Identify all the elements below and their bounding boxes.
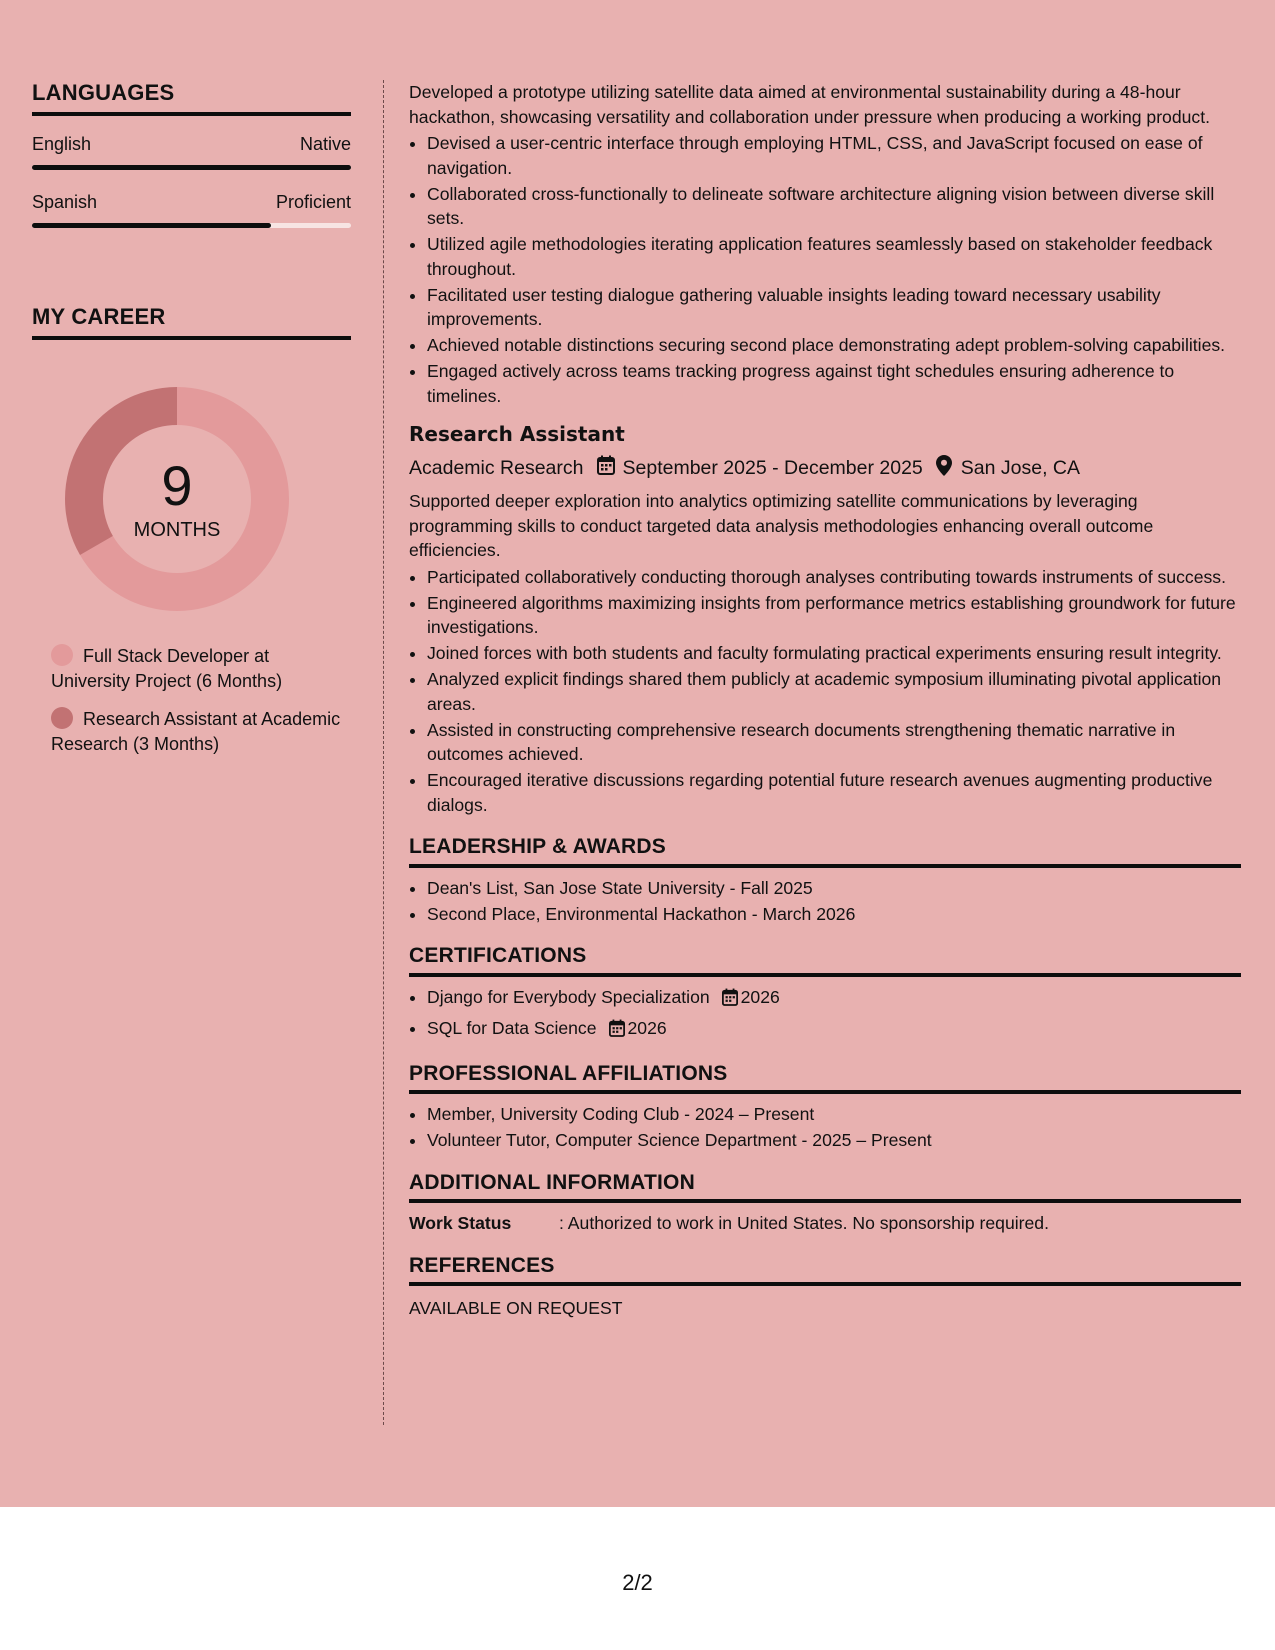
job-summary: Developed a prototype utilizing satellite data aimed at environmental sustainability during a 48-hour hackathon, showcasing versatility and collaboration under pressure when producing a working product. (409, 82, 1210, 127)
references-text: AVAILABLE ON REQUEST (409, 1298, 623, 1318)
job-bullet-list (409, 131, 1241, 408)
references-section (409, 1254, 1241, 1321)
list-item: • Facilitated user testing dialogue gathering valuable insights leading toward necessary usability improvements. (427, 283, 1241, 332)
calendar-icon (722, 988, 738, 1013)
legend-dot (51, 644, 73, 666)
career-donut-chart (62, 384, 292, 614)
list-item: • Devised a user-centric interface through employing HTML, CSS, and JavaScript focused on ease of navigation. (427, 131, 1241, 180)
job-location: San Jose, CA (960, 457, 1080, 479)
certifications-section (409, 944, 1241, 1044)
job-company: Academic Research (409, 457, 584, 479)
calendar-icon (609, 1019, 625, 1044)
list-item: • Engaged actively across teams tracking progress against tight schedules ensuring adherence to timelines. (427, 359, 1241, 408)
work-status-value: : Authorized to work in United States. No sponsorship required. (559, 1213, 1049, 1233)
job-bullet-list (409, 565, 1241, 818)
language-name: Spanish (32, 192, 98, 212)
additional-info-title: ADDITIONAL INFORMATION (409, 1171, 1241, 1204)
legend-label: Full Stack Developer at University Project (6 Months) (51, 646, 283, 691)
legend-dot (51, 707, 73, 729)
right-column (409, 80, 1241, 1321)
list-item (427, 985, 1241, 1013)
certification-year: 2026 (627, 1018, 667, 1038)
language-item (32, 192, 351, 228)
left-column (32, 80, 351, 770)
certification-year: 2026 (740, 986, 780, 1007)
calendar-icon (597, 455, 615, 482)
list-item: • Participated collaboratively conducting thorough analyses contributing towards instruments of success. (427, 565, 1241, 590)
language-level: Native (299, 134, 351, 154)
job-summary: Supported deeper exploration into analytics optimizing satellite communications by leveraging programming skills to conduct targeted data analysis methodologies enhancing overall outcome efficiencies. (409, 491, 1154, 560)
list-item: • Engineered algorithms maximizing insights from performance metrics establishing groundwork for future investigations. (427, 591, 1241, 640)
career-title: MY CAREER (32, 304, 351, 340)
references-title: REFERENCES (409, 1254, 1241, 1287)
languages-title: LANGUAGES (32, 80, 351, 116)
list-item: • Second Place, Environmental Hackathon - March 2026 (427, 902, 1241, 927)
additional-info-section (409, 1171, 1241, 1236)
list-item: • Utilized agile methodologies iterating application features seamlessly based on stakeholder feedback throughout. (427, 232, 1241, 281)
language-proficiency-fill (32, 165, 351, 170)
list-item (427, 1016, 1241, 1044)
list-item: • Member, University Coding Club - 2024 – Present (427, 1102, 1241, 1127)
awards-title: LEADERSHIP & AWARDS (409, 835, 1241, 868)
certification-name: Django for Everybody Specialization (427, 986, 710, 1007)
work-status-label: Work Status (409, 1213, 512, 1233)
list-item: • Achieved notable distinctions securing second place demonstrating adept problem-solving capabilities. (427, 333, 1241, 358)
legend-label: Research Assistant at Academic Research (3 Months) (51, 709, 341, 754)
certification-name: SQL for Data Science (427, 1018, 597, 1038)
awards-section (409, 835, 1241, 926)
job-dates: September 2025 - December 2025 (622, 457, 923, 479)
affiliations-section (409, 1062, 1241, 1153)
language-proficiency-fill (32, 223, 271, 228)
job-title: Research Assistant (409, 422, 625, 446)
page-number: 2/2 (622, 1570, 653, 1595)
list-item: • Encouraged iterative discussions regarding potential future research avenues augmenting productive dialogs. (427, 768, 1241, 817)
language-level: Proficient (275, 192, 351, 212)
language-name: English (32, 134, 92, 154)
list-item: • Volunteer Tutor, Computer Science Department - 2025 – Present (427, 1128, 1241, 1153)
legend-item (51, 707, 351, 756)
work-status-row (409, 1211, 1241, 1236)
legend-item (51, 644, 351, 693)
career-total-unit: MONTHS (133, 518, 221, 541)
list-item: • Assisted in constructing comprehensive research documents strengthening thematic narrative in outcomes achieved. (427, 718, 1241, 767)
column-divider (383, 80, 384, 1425)
map-pin-icon (936, 455, 952, 483)
career-legend (51, 644, 351, 756)
language-proficiency-bar (32, 165, 351, 170)
list-item: • Analyzed explicit findings shared them publicly at academic symposium illuminating pivotal application areas. (427, 667, 1241, 716)
career-total-value: 9 (161, 453, 193, 517)
list-item: • Joined forces with both students and faculty formulating practical experiments ensuring result integrity. (427, 641, 1241, 666)
language-item (32, 134, 351, 170)
list-item: • Collaborated cross-functionally to delineate software architecture aligning vision between diverse skill sets. (427, 182, 1241, 231)
affiliations-title: PROFESSIONAL AFFILIATIONS (409, 1062, 1241, 1095)
job-meta (409, 455, 1241, 483)
list-item: • Dean's List, San Jose State University - Fall 2025 (427, 876, 1241, 901)
language-proficiency-bar (32, 223, 351, 228)
certifications-title: CERTIFICATIONS (409, 944, 1241, 977)
